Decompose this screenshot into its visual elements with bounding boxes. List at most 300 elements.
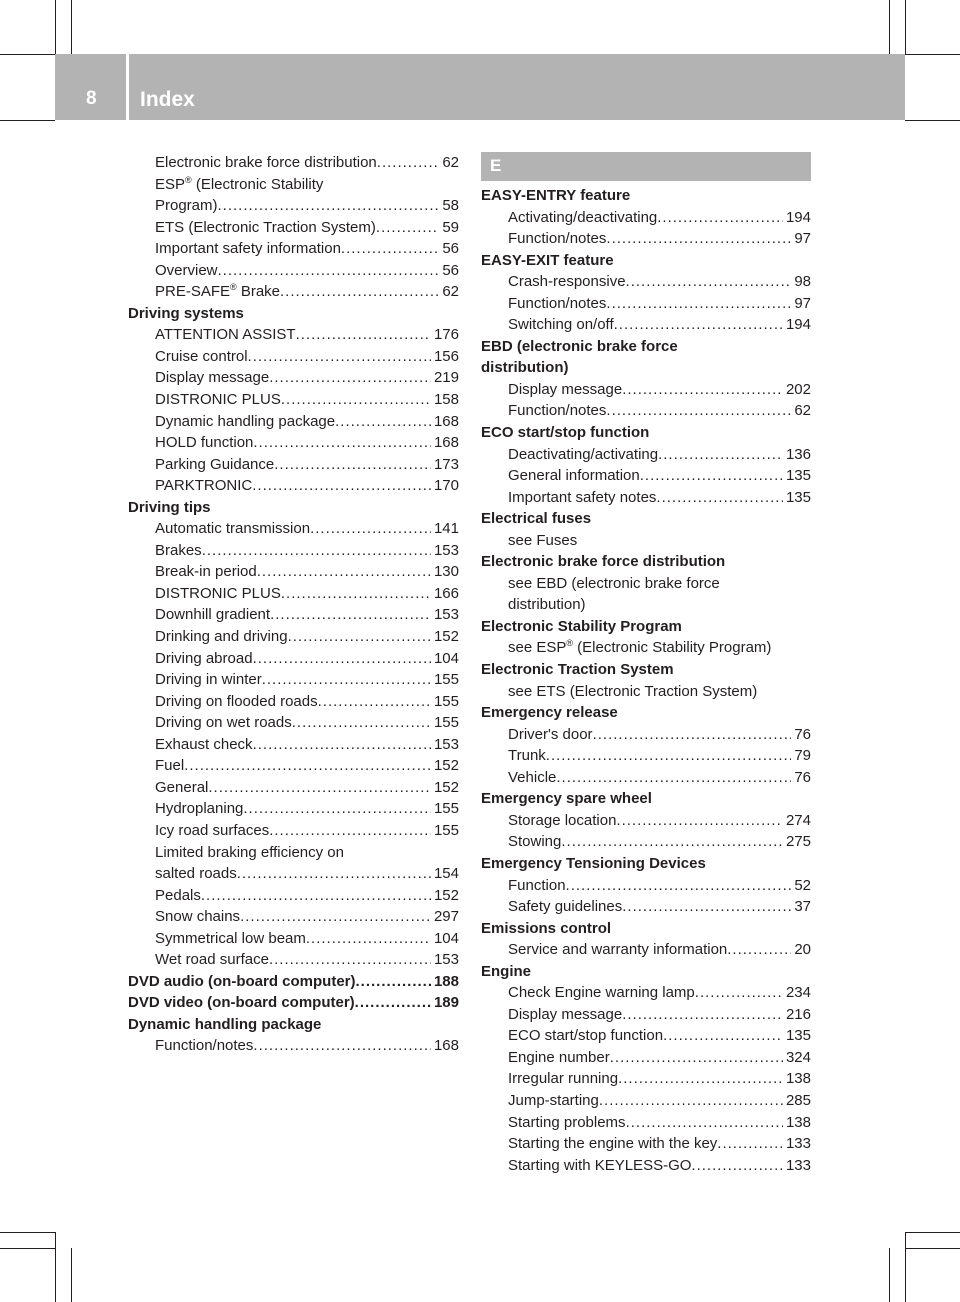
entry-page: 138 xyxy=(785,1113,811,1131)
index-entry xyxy=(128,346,459,368)
entry-page: 135 xyxy=(785,467,811,485)
entry-label: Safety guidelines xyxy=(508,898,623,916)
crop-mark xyxy=(905,1248,960,1249)
leader-dots xyxy=(593,724,792,746)
entry-label: Starting the engine with the key xyxy=(508,1135,718,1153)
entry-label: Break-in period xyxy=(155,563,257,581)
entry-label: Vehicle xyxy=(508,768,557,786)
leader-dots xyxy=(269,949,431,971)
index-subtext: see ESP® (Electronic Stability Program) xyxy=(508,638,772,657)
leader-dots xyxy=(201,885,431,907)
entry-label: General xyxy=(155,778,209,796)
index-entry xyxy=(481,379,811,401)
index-subtext: distribution) xyxy=(508,596,586,614)
registered-mark: ® xyxy=(566,638,574,649)
index-heading: Electronic brake force distribution xyxy=(481,553,726,571)
entry-page: 58 xyxy=(442,197,459,215)
leader-dots xyxy=(626,271,792,293)
leader-dots xyxy=(606,228,791,250)
crop-mark xyxy=(55,1232,56,1302)
registered-mark: ® xyxy=(230,282,237,293)
entry-label: Starting with KEYLESS-GO xyxy=(508,1156,692,1174)
index-heading: ECO start/stop function xyxy=(481,424,650,442)
leader-dots xyxy=(288,626,431,648)
entry-page: 275 xyxy=(785,833,811,851)
entry-page: 52 xyxy=(794,876,811,894)
index-entry xyxy=(481,465,811,487)
index-subtext: see Fuses xyxy=(508,531,578,549)
entry-page: 37 xyxy=(794,898,811,916)
section-letter-bar xyxy=(481,152,811,181)
index-entry xyxy=(481,1133,811,1155)
entry-page: 168 xyxy=(433,412,459,430)
index-entry xyxy=(481,896,811,918)
leader-dots xyxy=(656,487,783,509)
leader-dots xyxy=(253,432,431,454)
index-entry xyxy=(481,724,811,746)
entry-label: ATTENTION ASSIST xyxy=(155,326,296,344)
entry-page: 156 xyxy=(433,347,459,365)
index-entry xyxy=(128,928,459,950)
leader-dots xyxy=(252,475,431,497)
entry-label: Parking Guidance xyxy=(155,455,275,473)
crop-mark xyxy=(0,1232,55,1233)
entry-page: 56 xyxy=(442,261,459,279)
entry-label: salted roads xyxy=(155,865,237,883)
leader-dots xyxy=(663,1025,783,1047)
index-entry xyxy=(128,152,459,174)
leader-dots xyxy=(618,1068,783,1090)
leader-dots xyxy=(281,583,431,605)
index-heading: Engine xyxy=(481,962,532,980)
entry-page: 194 xyxy=(785,316,811,334)
entry-label: Exhaust check xyxy=(155,735,253,753)
entry-label: Important safety notes xyxy=(508,488,657,506)
entry-page: 285 xyxy=(785,1091,811,1109)
entry-label: PARKTRONIC xyxy=(155,477,253,495)
entry-label: Program) xyxy=(155,197,218,215)
leader-dots xyxy=(257,561,431,583)
leader-dots xyxy=(310,518,431,540)
leader-dots xyxy=(622,896,791,918)
entry-page: 98 xyxy=(794,273,811,291)
entry-label: Function/notes xyxy=(508,402,607,420)
index-subtext: Limited braking efficiency on xyxy=(155,843,344,861)
entry-page: 56 xyxy=(442,240,459,258)
entry-label: DVD audio (on-board computer) xyxy=(128,972,356,990)
entry-page: 76 xyxy=(794,768,811,786)
leader-dots xyxy=(727,939,791,961)
entry-label: Trunk xyxy=(508,747,546,765)
header-divider xyxy=(126,54,129,120)
index-heading: Emissions control xyxy=(481,919,612,937)
leader-dots xyxy=(658,444,783,466)
entry-label: Fuel xyxy=(155,757,185,775)
entry-page: 97 xyxy=(794,294,811,312)
leader-dots xyxy=(355,992,431,1014)
entry-label: Storage location xyxy=(508,811,617,829)
leader-dots xyxy=(376,217,439,239)
entry-page: 62 xyxy=(794,402,811,420)
entry-page: 76 xyxy=(794,725,811,743)
index-entry xyxy=(481,444,811,466)
index-entry xyxy=(128,648,459,670)
entry-page: 138 xyxy=(785,1070,811,1088)
index-subtext: see ETS (Electronic Traction System) xyxy=(508,682,758,700)
leader-dots xyxy=(377,152,440,174)
entry-page: 136 xyxy=(785,445,811,463)
index-entry xyxy=(128,475,459,497)
entry-label: Overview xyxy=(155,261,218,279)
entry-page: 176 xyxy=(433,326,459,344)
entry-page: 135 xyxy=(785,488,811,506)
index-column-left xyxy=(128,152,459,1057)
entry-label: Display message xyxy=(508,1005,623,1023)
index-subtext: see EBD (electronic brake force xyxy=(508,574,720,592)
entry-page: 274 xyxy=(785,811,811,829)
leader-dots xyxy=(253,1035,431,1057)
page-title: Index xyxy=(140,88,195,111)
leader-dots xyxy=(202,540,431,562)
leader-dots xyxy=(243,798,431,820)
entry-page: 62 xyxy=(442,154,459,171)
entry-label: Driving on flooded roads xyxy=(155,692,318,710)
leader-dots xyxy=(253,648,431,670)
leader-dots xyxy=(561,831,783,853)
leader-dots xyxy=(269,367,431,389)
entry-label: Starting problems xyxy=(508,1113,626,1131)
entry-page: 97 xyxy=(794,230,811,248)
index-heading: EASY-ENTRY feature xyxy=(481,187,631,204)
leader-dots xyxy=(237,863,431,885)
leader-dots xyxy=(599,1090,783,1112)
leader-dots xyxy=(292,712,431,734)
index-entry xyxy=(128,260,459,282)
entry-label: Driving abroad xyxy=(155,649,253,667)
leader-dots xyxy=(610,1047,783,1069)
entry-page: 166 xyxy=(433,584,459,602)
crop-mark xyxy=(905,0,906,54)
entry-label: Symmetrical low beam xyxy=(155,929,306,947)
leader-dots xyxy=(695,982,783,1004)
entry-page: 135 xyxy=(785,1027,811,1045)
entry-label: DVD video (on-board computer) xyxy=(128,994,355,1012)
leader-dots xyxy=(614,314,783,336)
leader-dots xyxy=(626,1112,783,1134)
entry-label: PRE-SAFE® Brake xyxy=(155,282,281,301)
index-column-right xyxy=(481,152,811,1176)
entry-label: Irregular running xyxy=(508,1070,619,1088)
index-entry xyxy=(481,293,811,315)
leader-dots xyxy=(208,777,431,799)
leader-dots xyxy=(240,906,431,928)
entry-label: Engine number xyxy=(508,1048,610,1066)
index-heading: Emergency release xyxy=(481,704,618,722)
index-entry xyxy=(128,281,459,303)
crop-mark xyxy=(905,120,960,121)
crop-mark xyxy=(0,1248,55,1249)
index-entry xyxy=(128,820,459,842)
index-entry xyxy=(481,228,811,250)
entry-label: Pedals xyxy=(155,886,201,904)
entry-page: 155 xyxy=(433,692,459,710)
index-entry xyxy=(481,1112,811,1134)
entry-page: 154 xyxy=(433,865,459,883)
leader-dots xyxy=(335,411,431,433)
index-entry xyxy=(481,1068,811,1090)
crop-mark xyxy=(55,0,56,54)
index-entry xyxy=(128,432,459,454)
crop-mark xyxy=(889,1248,890,1302)
leader-dots xyxy=(248,346,431,368)
crop-mark xyxy=(0,54,55,55)
leader-dots xyxy=(640,465,783,487)
leader-dots xyxy=(253,734,431,756)
entry-label: Hydroplaning xyxy=(155,800,244,818)
leader-dots xyxy=(356,971,431,993)
leader-dots xyxy=(566,875,792,897)
entry-page: 219 xyxy=(433,369,459,387)
entry-page: 158 xyxy=(433,391,459,409)
index-entry xyxy=(481,1090,811,1112)
index-entry xyxy=(128,906,459,928)
leader-dots xyxy=(318,691,431,713)
leader-dots xyxy=(622,379,783,401)
index-entry xyxy=(128,389,459,411)
index-entry xyxy=(128,324,459,346)
leader-dots xyxy=(262,669,431,691)
entry-label: Electronic brake force distribution xyxy=(155,154,377,171)
index-entry xyxy=(481,487,811,509)
entry-page: 188 xyxy=(433,972,459,990)
index-entry xyxy=(128,367,459,389)
index-entry xyxy=(128,691,459,713)
index-heading: Electronic Stability Program xyxy=(481,617,682,635)
entry-page: 104 xyxy=(433,929,459,947)
crop-mark xyxy=(905,1232,906,1302)
index-entry xyxy=(128,949,459,971)
entry-label: Service and warranty information xyxy=(508,941,728,959)
crop-mark xyxy=(905,54,960,55)
entry-label: Display message xyxy=(508,380,623,398)
entry-label: Switching on/off xyxy=(508,316,614,334)
leader-dots xyxy=(606,400,791,422)
entry-label: Function/notes xyxy=(508,230,607,248)
crop-mark xyxy=(71,0,72,54)
entry-label: Downhill gradient xyxy=(155,606,271,624)
crop-mark xyxy=(71,1248,72,1302)
entry-label: DISTRONIC PLUS xyxy=(155,391,281,409)
index-subtext: ESP® (Electronic Stability xyxy=(155,174,324,193)
index-entry xyxy=(128,777,459,799)
entry-page: 155 xyxy=(433,714,459,732)
leader-dots xyxy=(269,820,431,842)
entry-label: Driver's door xyxy=(508,725,593,743)
index-entry xyxy=(128,518,459,540)
leader-dots xyxy=(717,1133,783,1155)
entry-label: Check Engine warning lamp xyxy=(508,984,695,1002)
leader-dots xyxy=(296,324,431,346)
index-entry xyxy=(128,604,459,626)
entry-label: Driving in winter xyxy=(155,671,262,689)
entry-label: Dynamic handling package xyxy=(155,412,336,430)
index-entry xyxy=(128,195,459,217)
index-entry xyxy=(128,712,459,734)
index-entry xyxy=(128,583,459,605)
index-entry xyxy=(481,1155,811,1177)
leader-dots xyxy=(657,207,783,229)
entry-page: 62 xyxy=(442,283,459,301)
leader-dots xyxy=(341,238,439,260)
index-heading: Electrical fuses xyxy=(481,510,592,528)
entry-page: 152 xyxy=(433,757,459,775)
entry-page: 173 xyxy=(433,455,459,473)
entry-label: HOLD function xyxy=(155,434,254,452)
entry-label: Deactivating/activating xyxy=(508,445,659,463)
index-entry xyxy=(128,1035,459,1057)
index-entry xyxy=(128,863,459,885)
leader-dots xyxy=(556,767,791,789)
leader-dots xyxy=(306,928,431,950)
index-entry xyxy=(481,982,811,1004)
entry-page: 155 xyxy=(433,671,459,689)
leader-dots xyxy=(606,293,791,315)
entry-page: 153 xyxy=(433,541,459,559)
entry-page: 152 xyxy=(433,628,459,646)
leader-dots xyxy=(280,281,439,303)
entry-page: 59 xyxy=(442,218,459,236)
entry-page: 297 xyxy=(433,908,459,926)
entry-label: Activating/deactivating xyxy=(508,208,658,226)
index-entry xyxy=(128,626,459,648)
entry-page: 168 xyxy=(433,1037,459,1055)
entry-label: General information xyxy=(508,467,640,485)
index-entry xyxy=(481,400,811,422)
leader-dots xyxy=(218,195,440,217)
entry-page: 168 xyxy=(433,434,459,452)
index-entry xyxy=(481,745,811,767)
entry-page: 155 xyxy=(433,800,459,818)
entry-page: 79 xyxy=(794,747,811,765)
leader-dots xyxy=(616,810,783,832)
leader-dots xyxy=(184,755,431,777)
entry-label: Jump-starting xyxy=(508,1091,599,1109)
entry-page: 152 xyxy=(433,886,459,904)
index-heading: Emergency Tensioning Devices xyxy=(481,854,706,872)
entry-page: 202 xyxy=(785,380,811,398)
entry-label: Function xyxy=(508,876,566,894)
leader-dots xyxy=(546,745,792,767)
entry-page: 133 xyxy=(785,1135,811,1153)
section-letter: E xyxy=(490,156,502,175)
index-heading: Driving tips xyxy=(128,498,211,516)
leader-dots xyxy=(622,1004,783,1026)
entry-label: Snow chains xyxy=(155,908,241,926)
entry-page: 133 xyxy=(785,1156,811,1174)
entry-label: Stowing xyxy=(508,833,562,851)
entry-page: 189 xyxy=(433,994,459,1012)
entry-label: Function/notes xyxy=(155,1037,254,1055)
entry-page: 141 xyxy=(433,520,459,538)
entry-label: Wet road surface xyxy=(155,951,269,969)
entry-page: 152 xyxy=(433,778,459,796)
index-entry xyxy=(481,810,811,832)
page-number: 8 xyxy=(86,88,97,109)
crop-mark xyxy=(0,120,55,121)
index-heading: distribution) xyxy=(481,359,569,377)
index-entry xyxy=(481,1004,811,1026)
index-entry xyxy=(481,1025,811,1047)
index-entry xyxy=(481,767,811,789)
entry-label: Drinking and driving xyxy=(155,628,288,646)
index-entry xyxy=(128,540,459,562)
index-entry xyxy=(128,669,459,691)
entry-page: 155 xyxy=(433,821,459,839)
index-heading-entry xyxy=(128,971,459,993)
index-entry xyxy=(481,875,811,897)
index-entry xyxy=(481,1047,811,1069)
entry-label: Driving on wet roads xyxy=(155,714,292,732)
index-heading: Electronic Traction System xyxy=(481,661,674,679)
index-entry xyxy=(481,314,811,336)
leader-dots xyxy=(270,604,431,626)
index-heading: Driving systems xyxy=(128,304,244,322)
crop-mark xyxy=(889,0,890,54)
index-entry xyxy=(481,271,811,293)
entry-label: Crash-responsive xyxy=(508,273,626,291)
index-entry xyxy=(128,238,459,260)
entry-label: DISTRONIC PLUS xyxy=(155,584,281,602)
entry-label: Function/notes xyxy=(508,294,607,312)
crop-mark xyxy=(905,1232,960,1233)
entry-page: 104 xyxy=(433,649,459,667)
index-entry xyxy=(128,217,459,239)
index-heading: EBD (electronic brake force xyxy=(481,337,678,355)
entry-label: Important safety information xyxy=(155,240,341,258)
entry-label: ETS (Electronic Traction System) xyxy=(155,218,376,236)
index-heading: EASY-EXIT feature xyxy=(481,251,614,269)
index-entry xyxy=(128,561,459,583)
index-entry xyxy=(128,734,459,756)
entry-page: 234 xyxy=(785,984,811,1002)
index-entry xyxy=(128,454,459,476)
index-entry xyxy=(128,885,459,907)
entry-page: 324 xyxy=(785,1048,811,1066)
leader-dots xyxy=(218,260,440,282)
leader-dots xyxy=(274,454,431,476)
entry-page: 194 xyxy=(785,208,811,226)
entry-label: Automatic transmission xyxy=(155,520,311,538)
index-entry xyxy=(481,207,811,229)
index-entry xyxy=(481,831,811,853)
entry-label: ECO start/stop function xyxy=(508,1027,664,1045)
entry-label: Display message xyxy=(155,369,270,387)
index-entry xyxy=(128,798,459,820)
entry-page: 153 xyxy=(433,735,459,753)
entry-page: 170 xyxy=(433,477,459,495)
entry-label: Brakes xyxy=(155,541,202,559)
index-heading: Dynamic handling package xyxy=(128,1015,322,1033)
index-heading: Emergency spare wheel xyxy=(481,790,652,808)
entry-page: 153 xyxy=(433,951,459,969)
entry-page: 216 xyxy=(785,1005,811,1023)
leader-dots xyxy=(691,1155,783,1177)
entry-page: 20 xyxy=(794,941,811,959)
entry-label: Icy road surfaces xyxy=(155,821,270,839)
index-heading-entry xyxy=(128,992,459,1014)
entry-label: Cruise control xyxy=(155,347,248,365)
registered-mark: ® xyxy=(185,174,192,185)
